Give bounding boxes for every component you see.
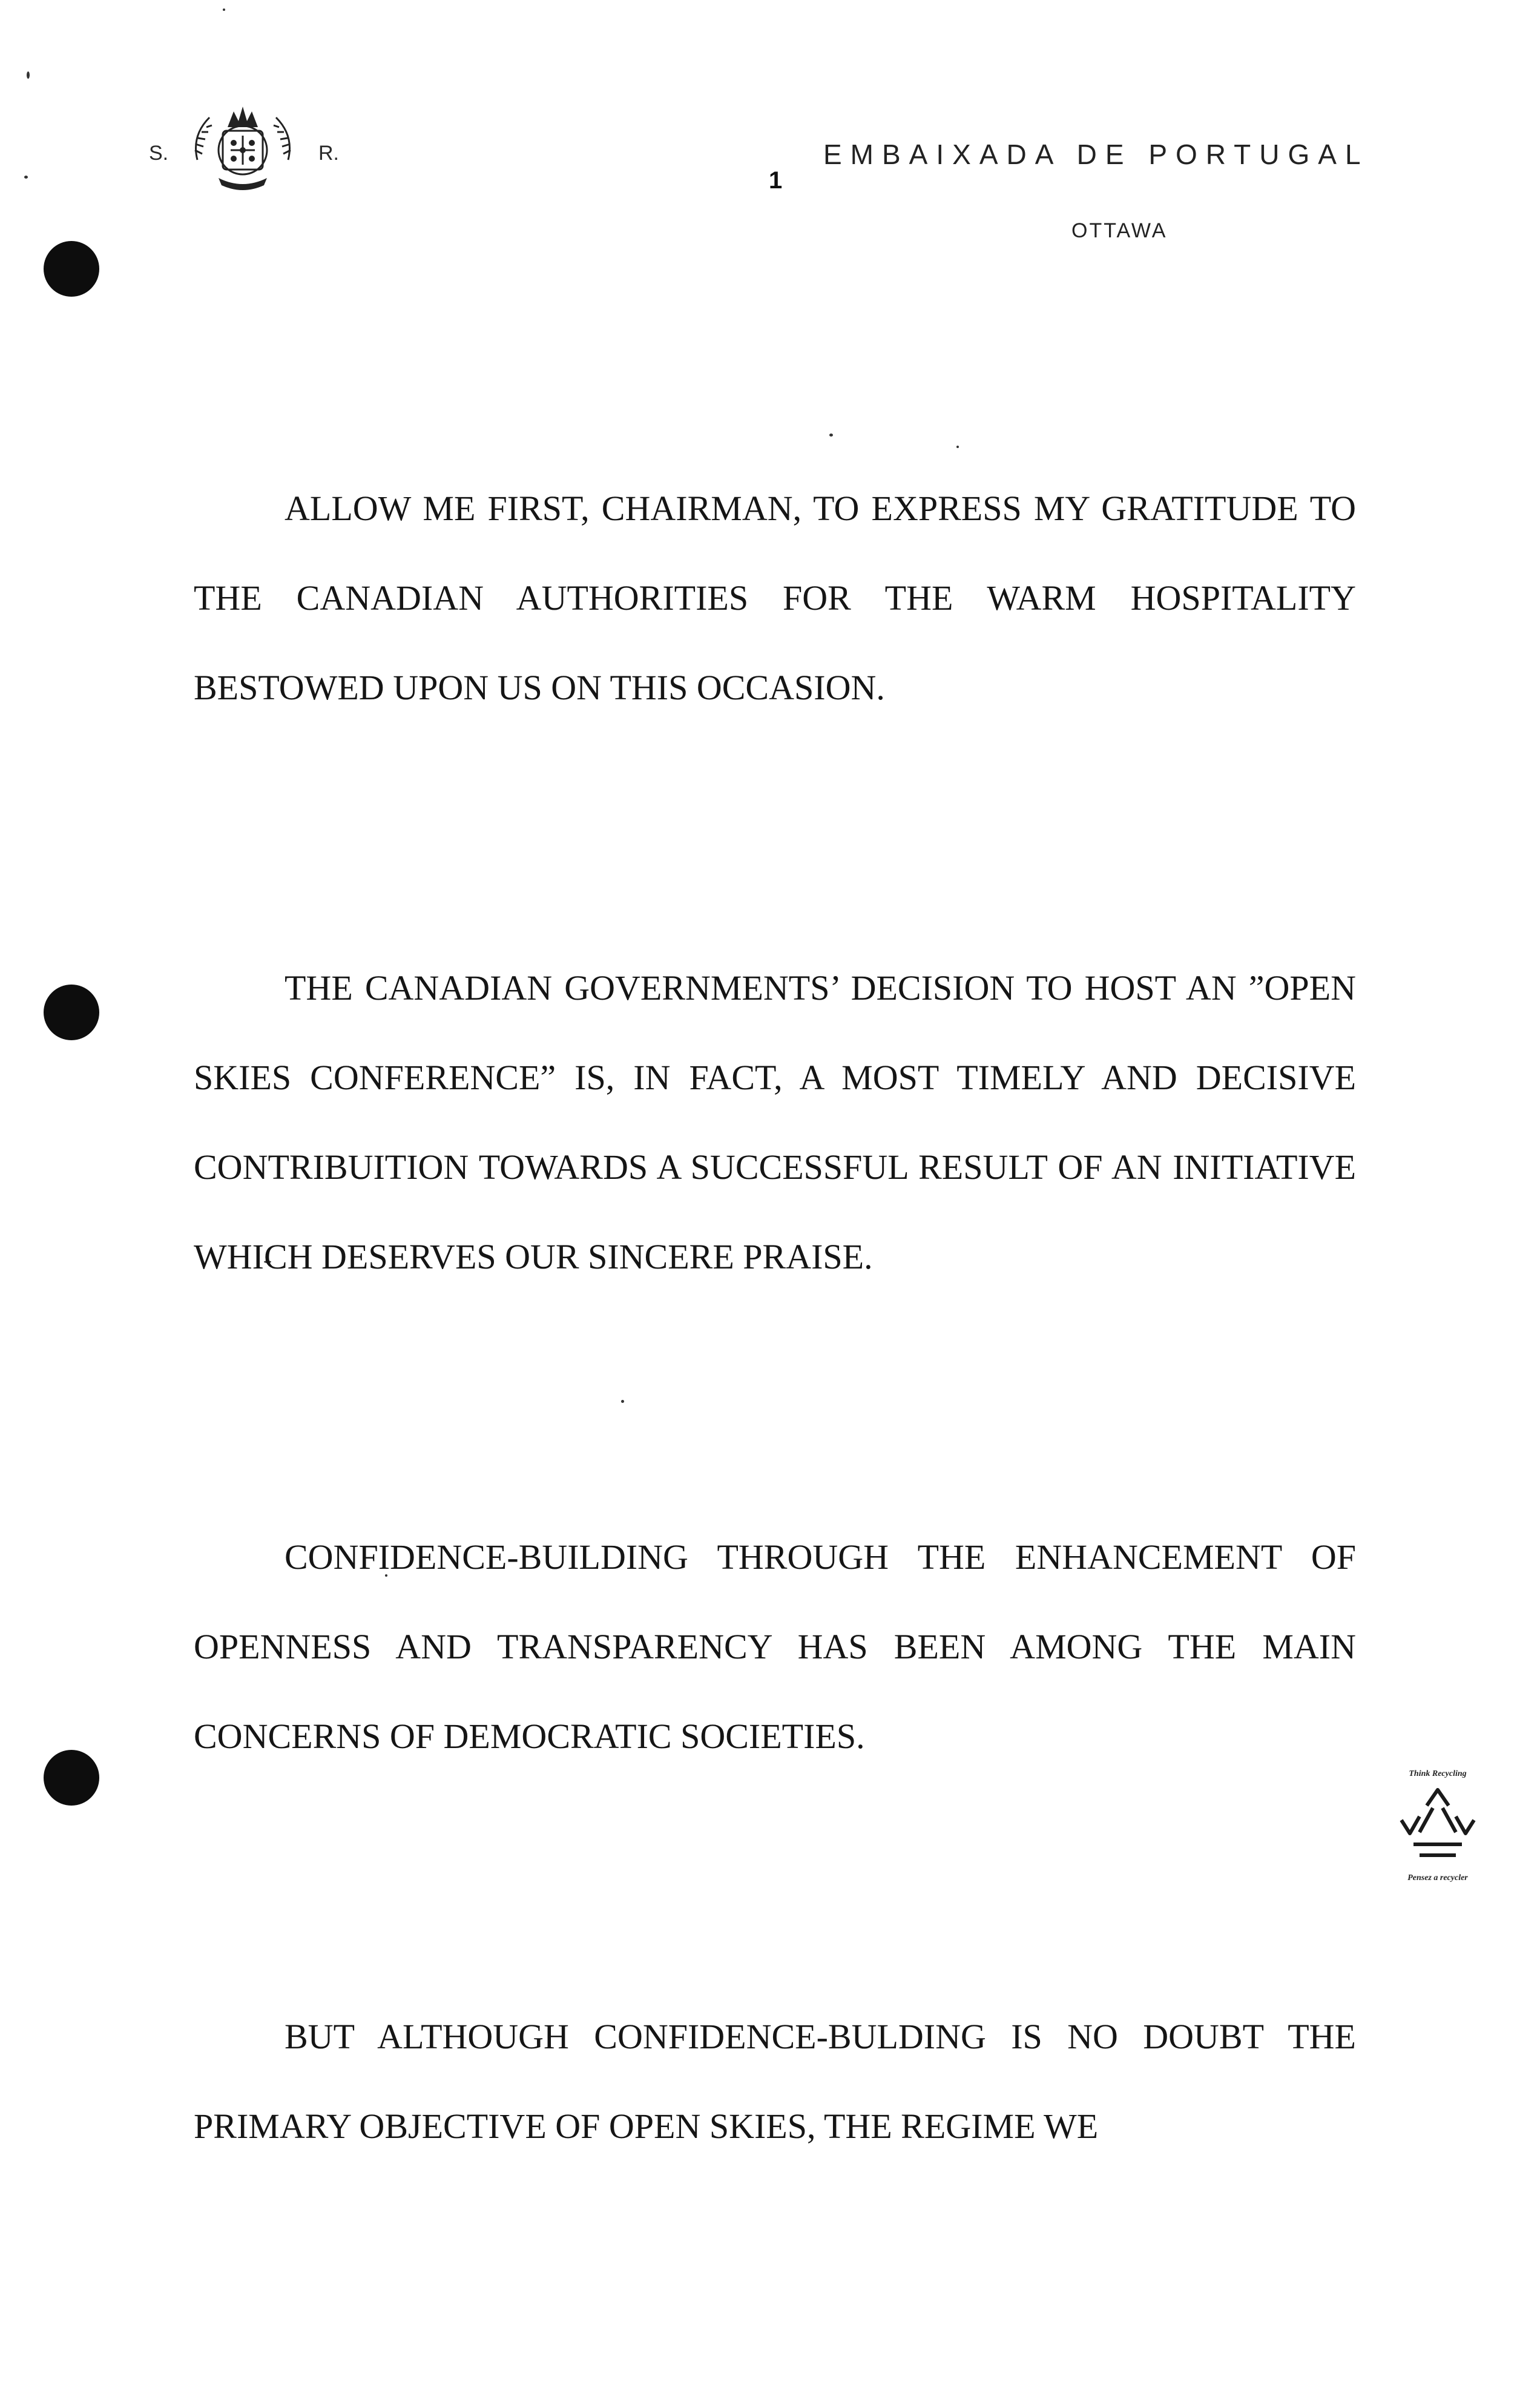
punch-hole (44, 985, 99, 1040)
letterhead-crest-block (149, 99, 349, 196)
portuguese-coat-of-arms-icon (185, 99, 300, 196)
paragraph-confidence: CONFIDENCE-BUILDING THROUGH THE ENHANCEMENT OF OPENNESS AND TRANSPARENCY HAS BEEN AMONG THE MAIN CONCERNS OF DEMOCRATIC SOCIETIES. (194, 1537, 1356, 1756)
recycle-logo-top-text: Think Recycling (1409, 1769, 1467, 1778)
document-body (194, 464, 1356, 2382)
embassy-city: OTTAWA (1071, 219, 1168, 242)
paragraph-objective: BUT ALTHOUGH CONFIDENCE-BULDING IS NO DOUBT THE PRIMARY OBJECTIVE OF OPEN SKIES, THE REGIME WE (194, 2017, 1356, 2146)
page-number: 1 (769, 167, 783, 194)
letterhead-right-letter: R. (318, 142, 339, 165)
scan-speck (27, 71, 30, 79)
recycle-logo (1386, 1769, 1489, 1890)
paragraph-gratitude: ALLOW ME FIRST, CHAIRMAN, TO EXPRESS MY GRATITUDE TO THE CANADIAN AUTHORITIES FOR THE WARM HOSPITALITY BESTOWED UPON US ON THIS OCCASION. (194, 489, 1356, 707)
scan-speck (223, 8, 225, 11)
letterhead-left-letter: S. (149, 142, 169, 165)
recycle-icon (1395, 1784, 1480, 1869)
scan-speck (24, 176, 28, 179)
scan-speck (956, 446, 959, 448)
paragraph-conference: THE CANADIAN GOVERNMENTS’ DECISION TO HOST AN ”OPEN SKIES CONFERENCE” IS, IN FACT, A MOST TIMELY AND DECISIVE CONTRIBUITION TOWARDS A SUCCESSFUL RESULT OF AN INITIATIVE WHICH DESERVES OUR SINCERE PRAISE. (194, 968, 1356, 1276)
scan-speck (829, 434, 833, 437)
punch-hole (44, 1750, 99, 1806)
embassy-name: EMBAIXADA DE PORTUGAL (823, 139, 1369, 170)
punch-hole (44, 241, 99, 297)
recycle-logo-bottom-text: Pensez a recycler (1407, 1873, 1468, 1882)
